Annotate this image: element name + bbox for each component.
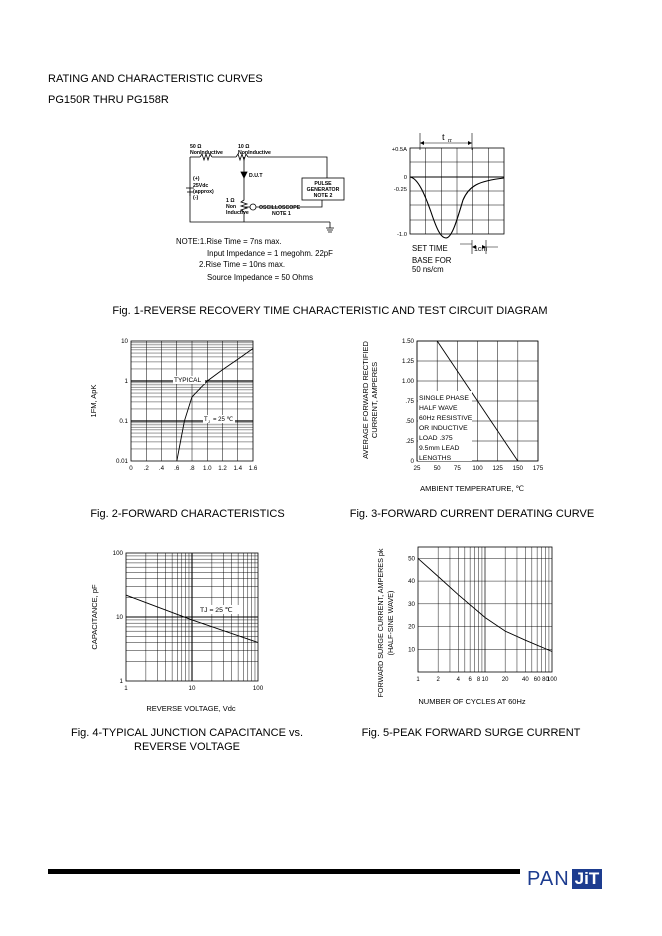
fig5-xtick: 40 (521, 677, 529, 683)
supply-voltage: 25Vdc (193, 183, 209, 189)
fig5-ytick: 30 (408, 600, 415, 608)
fig2-xtick: 1.2 (218, 465, 227, 472)
footer-rule (48, 869, 520, 874)
fig5-ylabel-1: FORWARD SURGE CURRENT, AMPERES pk (376, 548, 385, 698)
base-ns-label: 50 ns/cm (412, 265, 444, 274)
note-line-4: Source Impedance = 50 Ohms (207, 273, 313, 282)
fig2-caption: Fig. 2-FORWARD CHARACTERISTICS (90, 508, 285, 520)
fig3-xtick: 75 (453, 465, 461, 472)
fig5-ylabel-2: (HALF-SINE WAVE) (386, 590, 395, 656)
base-for-label: BASE FOR (412, 256, 452, 265)
fig3-xlabel: AMBIENT TEMPERATURE, ℃ (420, 484, 524, 493)
cm-label: 1cm (474, 246, 488, 253)
fig3-ylabel-2: CURRENT, AMPERES (370, 361, 379, 439)
fig3-ylabel-1: AVERAGE FORWARD RECTIFIED (361, 341, 370, 459)
wave-y-m025: -0.25 (393, 187, 407, 193)
fig3-ytick: .50 (405, 418, 414, 425)
fig5-xtick: 8 (476, 677, 481, 683)
fig5-xtick: 4 (456, 677, 461, 683)
fig3-xtick: 125 (492, 465, 503, 472)
fig2-ytick: 0.01 (115, 458, 128, 465)
fig3-ytick: .75 (405, 398, 414, 405)
fig5-caption: Fig. 5-PEAK FORWARD SURGE CURRENT (361, 727, 581, 739)
fig2-xtick: .4 (158, 465, 165, 472)
fig2-annotation-t: T (204, 417, 208, 423)
fig2-annotation-temp: = 25 ℃ (213, 417, 234, 423)
r3-note2: Inductive (226, 210, 249, 216)
r3-label: 1 Ω (226, 198, 235, 204)
fig5-xtick: 100 (546, 677, 558, 683)
fig4-xtick: 10 (188, 685, 196, 692)
fig3-legend-line: LOAD .375 (419, 435, 453, 442)
fig3-ytick: 1.25 (401, 358, 414, 365)
fig4-caption-line-1: Fig. 4-TYPICAL JUNCTION CAPACITANCE vs. (70, 727, 304, 739)
scope-note: NOTE 1 (272, 211, 291, 217)
fig5-xtick: 80 (542, 677, 549, 683)
fig5-ytick: 10 (408, 646, 415, 654)
r2-label: 10 Ω (238, 144, 250, 150)
fig3-ytick: 1.50 (401, 338, 414, 345)
fig2-ytick: 0.1 (119, 418, 128, 425)
r1-label: 50 Ω (190, 144, 202, 150)
fig2-annotation-j: J (208, 419, 210, 424)
fig4-caption-line-2: REVERSE VOLTAGE (134, 741, 240, 753)
fig3-xtick: 175 (532, 465, 544, 472)
wave-y-plus: +0.5A (391, 147, 407, 153)
pulse-label-2: GENERATOR (306, 187, 340, 193)
fig3-legend-line: 9.5mm LEAD (419, 445, 460, 452)
scope-label: OSCILLOSCOPE (259, 205, 301, 211)
wave-y-zero: 0 (403, 175, 407, 181)
fig3-xtick: 100 (472, 465, 483, 472)
fig3-xtick: 150 (512, 465, 523, 472)
fig3-xtick: 50 (433, 465, 441, 472)
fig4-ytick: 100 (112, 550, 123, 557)
wave-y-m1: -1.0 (397, 232, 407, 238)
fig5-xlabel: NUMBER OF CYCLES AT 60Hz (418, 697, 526, 706)
fig5-ytick: 40 (408, 578, 415, 586)
fig3-ytick: .25 (405, 438, 414, 445)
fig4-xlabel: REVERSE VOLTAGE, Vdc (146, 704, 236, 713)
fig2-xtick: 1.0 (202, 465, 212, 472)
fig5-xtick: 60 (533, 677, 541, 683)
trr-label: t (442, 132, 445, 143)
trr-sub: rr (448, 138, 452, 144)
fig5-xtick: 2 (436, 677, 440, 683)
note-line-2: Input Impedance = 1 megohm. 22pF (207, 249, 333, 258)
fig4-xtick: 1 (124, 685, 128, 692)
fig3-legend-line: HALF WAVE (419, 405, 458, 412)
fig4-ytick: 1 (119, 678, 123, 685)
set-time-label: SET TIME (412, 244, 448, 253)
note-line-3: 2.Rise Time = 10ns max. (199, 260, 286, 269)
fig5-xtick: 1 (416, 677, 420, 683)
fig2-ytick: 10 (121, 338, 128, 345)
fig5-ytick: 20 (408, 623, 415, 631)
note-line-1: NOTE:1.Rise Time = 7ns max. (176, 237, 282, 246)
fig4-ytick: 10 (116, 614, 123, 621)
fig3-xtick: 25 (413, 465, 421, 472)
fig3-caption: Fig. 3-FORWARD CURRENT DERATING CURVE (349, 508, 595, 520)
supply-approx: (approx) (193, 189, 214, 195)
fig2-xtick: .8 (189, 465, 195, 472)
fig3-ytick: 0 (410, 458, 414, 465)
fig4-ylabel: CAPACITANCE, pF (90, 584, 99, 650)
fig2-xtick: 1.6 (248, 465, 258, 472)
fig2-xtick: 1.4 (233, 465, 243, 472)
fig4-annotation: TJ = 25 ℃ (200, 607, 233, 614)
panjit-logo (527, 868, 602, 890)
dut-label: D.U.T (249, 173, 263, 179)
pulse-label-3: NOTE 2 (313, 193, 333, 199)
r1-note: NonInductive (190, 150, 223, 156)
fig2-xtick: .6 (174, 465, 180, 472)
logo-pan-text: PAN (527, 867, 570, 890)
supply-minus: (-) (193, 195, 199, 201)
fig5-ytick: 50 (408, 555, 415, 563)
fig2-ytick: 1 (124, 378, 128, 385)
fig5-xtick: 20 (501, 677, 509, 683)
supply-plus: (+) (193, 176, 200, 182)
pulse-label-1: PULSE (314, 181, 332, 187)
fig2-xtick: .2 (143, 465, 149, 472)
page-title: RATING AND CHARACTERISTIC CURVES (48, 73, 263, 85)
page-subtitle: PG150R THRU PG158R (48, 94, 169, 106)
fig2-ylabel: 1FM, ApK (89, 384, 98, 418)
fig3-legend-line: 60Hz RESISTIVE (419, 415, 473, 422)
r3-note1: Non (226, 204, 237, 210)
logo-jit-text: JiT (572, 869, 603, 889)
fig5-xtick: 10 (481, 677, 489, 683)
r2-note: NonInductive (238, 150, 271, 156)
fig2-xtick: 0 (129, 465, 133, 472)
fig3-legend-line: SINGLE PHASE (419, 395, 469, 402)
fig2-annotation-typical: TYPICAL (174, 377, 202, 384)
fig5-xtick: 6 (468, 677, 472, 683)
fig3-legend-line: OR INDUCTIVE (419, 425, 468, 432)
fig3-legend-line: LENGTHS (419, 455, 452, 462)
fig4-xtick: 100 (252, 685, 264, 692)
fig1-caption: Fig. 1-REVERSE RECOVERY TIME CHARACTERISTIC AND TEST CIRCUIT DIAGRAM (112, 305, 548, 317)
fig3-ytick: 1.00 (401, 378, 414, 385)
